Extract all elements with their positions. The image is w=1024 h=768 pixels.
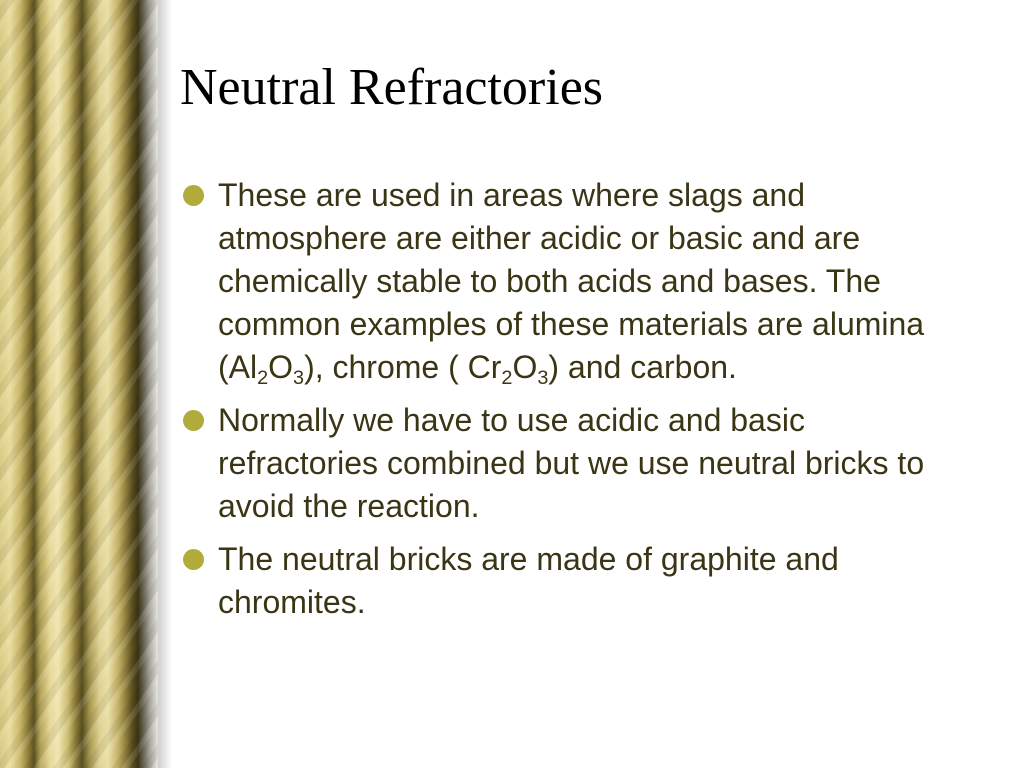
- bullet-dot-icon: [183, 549, 204, 570]
- bullet-list: [183, 174, 973, 634]
- bullet-item: [183, 174, 973, 389]
- column-shadow: [158, 0, 172, 768]
- bullet-text: The neutral bricks are made of graphite and chromites.: [218, 541, 839, 620]
- bullet-text: Normally we have to use acidic and basic refractories combined but we use neutral bricks to avoid the reaction.: [218, 402, 925, 524]
- bullet-text: These are used in areas where slags and atmosphere are either acidic or basic and are chemically stable to both acids and bases. The common examples of these materials are alumina $(Al_2O_3)$, chrome ( $Cr_2O_3$) and carbon.: [218, 177, 925, 389]
- slide-title: Neutral Refractories: [180, 59, 604, 116]
- bullet-dot-icon: [183, 410, 204, 431]
- bullet-item: [183, 538, 973, 624]
- decorative-column: [0, 0, 158, 768]
- bullet-item: [183, 399, 973, 528]
- bullet-dot-icon: [183, 185, 204, 206]
